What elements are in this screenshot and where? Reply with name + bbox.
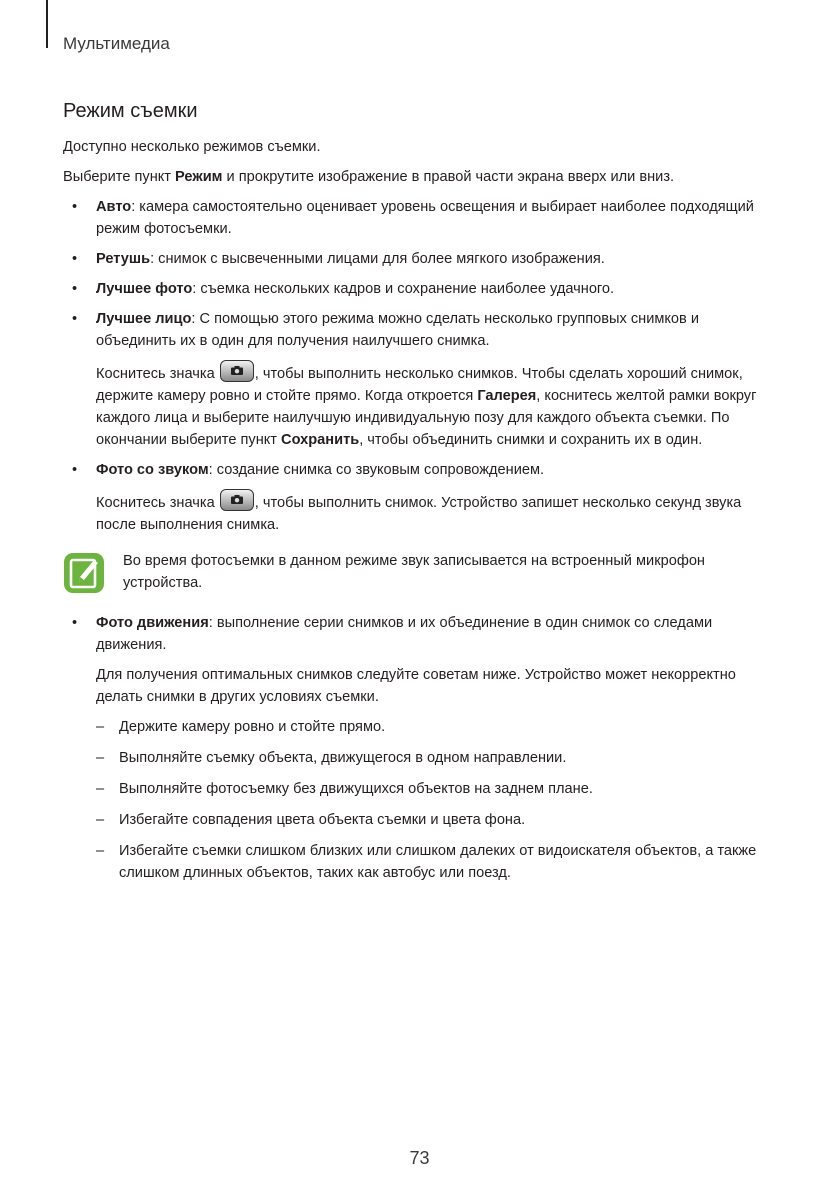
- content: [63, 136, 778, 893]
- mode-desc: : выполнение серии снимков и их объединение в один снимок со следами движения.: [96, 615, 713, 653]
- mode-name: Лучшее лицо: [96, 311, 192, 327]
- instruction-pre: Выберите пункт: [63, 169, 176, 185]
- tip-item: – Избегайте совпадения цвета объекта съемки и цвета фона.: [63, 809, 778, 831]
- tip-item: – Выполняйте съемку объекта, движущегося в одном направлении.: [63, 747, 778, 769]
- tip-item: – Избегайте съемки слишком близких или слишком далеких от видоискателя объектов, а также слишком длинных объектов, таких как автобус или поезд.: [63, 840, 778, 884]
- detail-post: , чтобы выполнить снимок. Устройство запишет несколько секунд звука после выполнения снимка.: [96, 495, 742, 533]
- mode-desc: : съемка нескольких кадров и сохранение наиболее удачного.: [192, 281, 615, 297]
- note-text: Во время фотосъемки в данном режиме звук записывается на встроенный микрофон устройства.: [123, 553, 705, 591]
- detail-pre: Коснитесь значка: [96, 495, 219, 511]
- header-rule: [46, 0, 48, 48]
- mode-desc: : создание снимка со звуковым сопровождением.: [208, 462, 545, 478]
- list-item-motion-shot: [63, 612, 778, 656]
- motion-detail: Для получения оптимальных снимков следуйте советам ниже. Устройство может некорректно делать снимки в других условиях съемки.: [96, 667, 736, 705]
- mode-desc: : С помощью этого режима можно сделать несколько групповых снимков и объединить их в один для получения наилучшего снимка.: [96, 311, 700, 349]
- page-title: Режим съемки: [63, 100, 198, 122]
- sound-shot-detail: [63, 489, 778, 536]
- mode-name: Лучшее фото: [96, 281, 193, 297]
- detail-mid2: , коснитесь желтой рамки вокруг каждого лица и выберите наилучшую индивидуальную позу для каждого объекта съемки. По окончании выберите пункт: [96, 388, 757, 448]
- mode-name: Фото движения: [96, 615, 209, 631]
- tip-item: – Выполняйте фотосъемку без движущихся объектов на заднем плане.: [63, 778, 778, 800]
- page-number: 73: [409, 1148, 430, 1168]
- mode-desc: : камера самостоятельно оценивает уровень освещения и выбирает наиболее подходящий режим фотосъемки.: [96, 199, 754, 237]
- mode-menu-label: Режим: [175, 169, 223, 185]
- mode-name: Фото со звуком: [96, 462, 209, 478]
- list-item-auto: [63, 196, 778, 240]
- mode-desc: : снимок с высвеченными лицами для более мягкого изображения.: [150, 251, 605, 267]
- list-item-sound-shot: [63, 459, 778, 481]
- camera-icon: [220, 489, 254, 511]
- list-item-best-photo: [63, 278, 778, 300]
- best-face-detail: [63, 360, 778, 451]
- tip-item: – Держите камеру ровно и стойте прямо.: [63, 716, 778, 738]
- list-item-retouch: [63, 248, 778, 270]
- detail-mid: , чтобы выполнить несколько снимков. Чтобы сделать хороший снимок, держите камеру ровно и стойте прямо. Когда откроется: [96, 366, 743, 404]
- gallery-label: Галерея: [477, 388, 537, 404]
- intro-paragraph: Доступно несколько режимов съемки.: [63, 139, 321, 155]
- detail-pre: Коснитесь значка: [96, 366, 219, 382]
- list-item-best-face: [63, 308, 778, 352]
- note-pencil-icon: [63, 552, 105, 594]
- save-label: Сохранить: [281, 432, 360, 448]
- mode-name: Авто: [96, 199, 132, 215]
- detail-post: , чтобы объединить снимки и сохранить их в один.: [359, 432, 703, 448]
- instruction-post: и прокрутите изображение в правой части экрана вверх или вниз.: [222, 169, 675, 185]
- instruction-paragraph: [63, 166, 778, 188]
- mode-name: Ретушь: [96, 251, 151, 267]
- note-box: [63, 550, 778, 594]
- section-title: Мультимедиа: [63, 34, 170, 53]
- camera-icon: [220, 360, 254, 382]
